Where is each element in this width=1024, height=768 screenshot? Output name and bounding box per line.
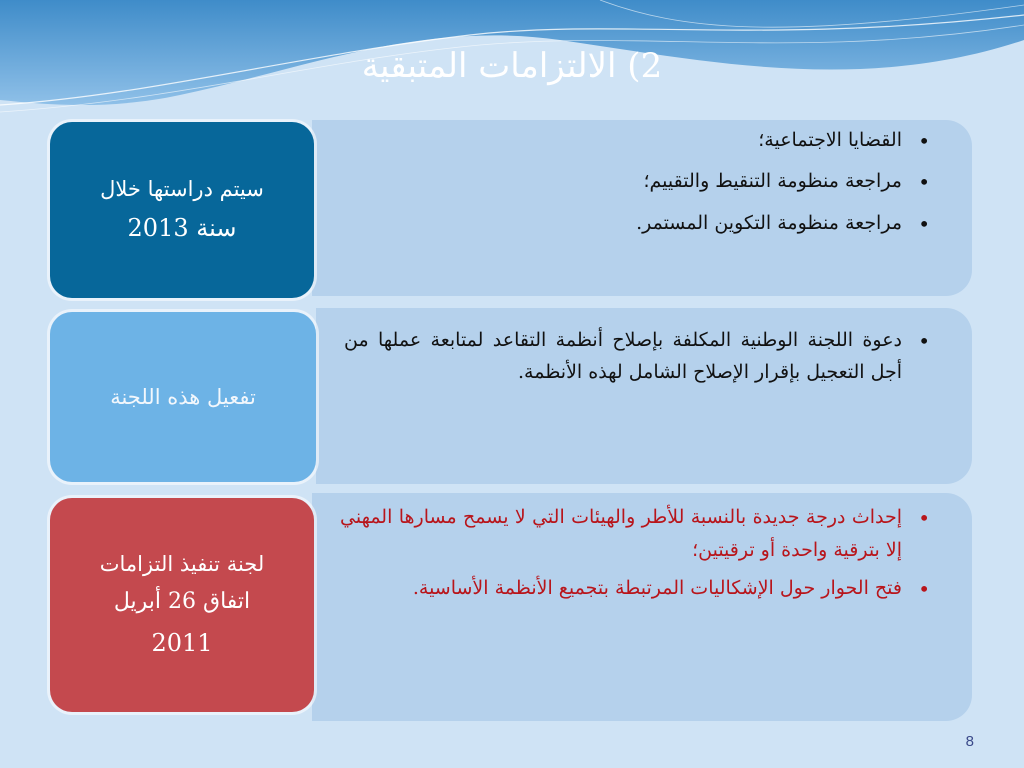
card-line: سنة 2013 xyxy=(127,214,237,243)
card-line: لجنة تنفيذ التزامات xyxy=(99,552,265,577)
bullets-panel-1 xyxy=(312,120,972,296)
card-line: اتفاق 26 أبريل xyxy=(113,589,251,615)
status-card-2 xyxy=(50,312,316,482)
card-line: تفعيل هذه اللجنة xyxy=(110,384,256,409)
bullet-item: • مراجعة منظومة التكوين المستمر. xyxy=(340,209,902,238)
card-line: 2011 xyxy=(151,628,213,657)
slide-title: 2) الالتزامات المتبقية xyxy=(361,46,663,86)
bullet-item: • فتح الحوار حول الإشكاليات المرتبطة بتجميع الأنظمة الأساسية. xyxy=(340,572,902,605)
status-card-1 xyxy=(50,122,314,298)
bullet-item: • مراجعة منظومة التنقيط والتقييم؛ xyxy=(340,167,902,196)
bullet-item: • إحداث درجة جديدة بالنسبة للأطر والهيئات التي لا يسمح مسارها المهني إلا بترقية واحدة أو ترقيتين؛ xyxy=(340,501,902,568)
page-number: 8 xyxy=(965,733,974,750)
bullets-panel-3 xyxy=(312,493,972,721)
status-card-3 xyxy=(50,498,314,712)
bullets-panel-2 xyxy=(316,308,972,484)
card-line: سيتم دراستها خلال xyxy=(100,176,264,201)
bullet-item: • القضايا الاجتماعية؛ xyxy=(340,126,902,155)
bullet-item: • دعوة اللجنة الوطنية المكلفة بإصلاح أنظمة التقاعد لمتابعة عملها من أجل التعجيل بإقرار الإصلاح الشامل لهذه الأنظمة. xyxy=(344,324,902,389)
